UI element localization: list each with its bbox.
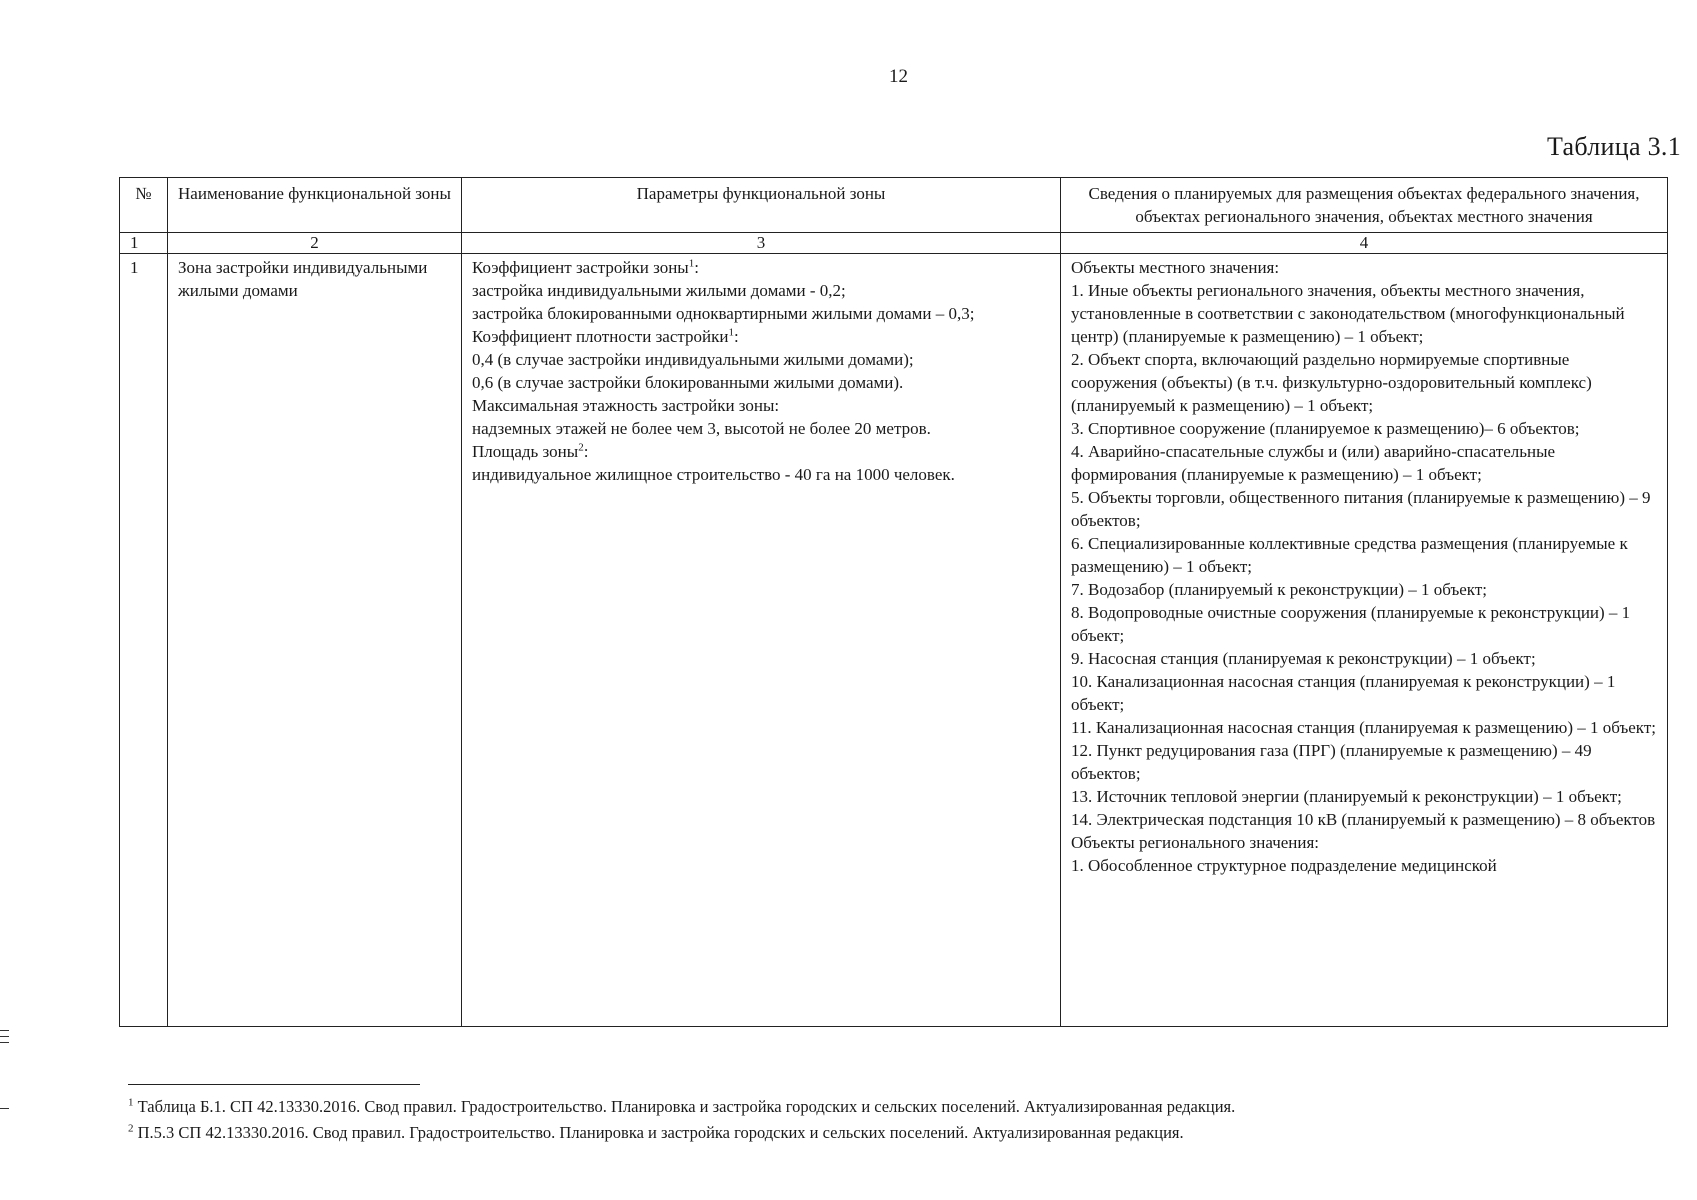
object-list-item: 9. Насосная станция (планируемая к реконструкции) – 1 объект; [1071, 649, 1536, 668]
header-name: Наименование функциональной зоны [168, 178, 462, 233]
header-info: Сведения о планируемых для размещения объектах федерального значения, объектах регионального значения, объектах местного значения [1061, 178, 1668, 233]
zone-name: Зона застройки индивидуальными жилыми домами [168, 254, 462, 1027]
column-number-row [120, 233, 1668, 254]
footnote-ref: 1 [728, 326, 734, 339]
object-list-item: 13. Источник тепловой энергии (планируемый к реконструкции) – 1 объект; [1071, 787, 1622, 806]
header-row [120, 178, 1668, 233]
column-number-3: 3 [462, 233, 1061, 254]
object-list-item: 6. Специализированные коллективные средства размещения (планируемые к размещению) – 1 объект; [1071, 534, 1628, 576]
object-list-item: Объекты местного значения: [1071, 258, 1280, 277]
footnote: $^1$ Таблица Б.1. СП 42.13330.2016. Свод правил. Градостроительство. Планировка и застройка городских и сельских поселений. Актуализированная редакция. [128, 1096, 1236, 1116]
param-line: Коэффициент плотности застройки$^1$: [472, 326, 739, 346]
table-row [120, 254, 1668, 1027]
param-line: 0,6 (в случае застройки блокированными жилыми домами). [472, 373, 904, 392]
footnote: $^2$ П.5.3 СП 42.13330.2016. Свод правил. Градостроительство. Планировка и застройка городских и сельских поселений. Актуализированная редакция. [128, 1122, 1184, 1142]
header-num: № [120, 178, 168, 233]
param-line: застройка блокированными одноквартирными жилыми домами – 0,3; [472, 304, 975, 323]
object-list-item: 11. Канализационная насосная станция (планируемая к размещению) – 1 объект; [1071, 718, 1656, 737]
param-line: 0,4 (в случае застройки индивидуальными жилыми домами); [472, 350, 914, 369]
header-params: Параметры функциональной зоны [462, 178, 1061, 233]
object-list-item: 10. Канализационная насосная станция (планируемая к реконструкции) – 1 объект; [1071, 672, 1616, 714]
object-list-item: 1. Обособленное структурное подразделение медицинской [1071, 856, 1497, 875]
zone-objects [1061, 254, 1668, 1027]
margin-mark [0, 1042, 9, 1043]
param-line: Коэффициент застройки зоны$^1$: [472, 257, 699, 277]
table-caption: Таблица 3.1 [1547, 132, 1681, 161]
footnotes [128, 1094, 1628, 1146]
footnote-separator [128, 1084, 420, 1085]
column-number-2: 2 [168, 233, 462, 254]
object-list-item: 3. Спортивное сооружение (планируемое к размещению)– 6 объектов; [1071, 419, 1580, 438]
row-num: 1 [120, 254, 168, 1027]
object-list-item: 5. Объекты торговли, общественного питания (планируемые к размещению) – 9 объектов; [1071, 488, 1651, 530]
param-line: надземных этажей не более чем 3, высотой не более 20 метров. [472, 419, 931, 438]
object-list-item: 8. Водопроводные очистные сооружения (планируемые к реконструкции) – 1 объект; [1071, 603, 1631, 645]
zones-table [119, 177, 1668, 1027]
column-number-4: 4 [1061, 233, 1668, 254]
zone-params [462, 254, 1061, 1027]
object-list-item: 1. Иные объекты регионального значения, объекты местного значения, установленные в соответствии с законодательством (многофункциональный центр) (планируемые к размещению) – 1 объект; [1071, 281, 1625, 346]
margin-mark [0, 1030, 9, 1031]
param-line: индивидуальное жилищное строительство - 40 га на 1000 человек. [472, 465, 955, 484]
footnote-ref: 1 [688, 257, 695, 270]
object-list-item: 2. Объект спорта, включающий раздельно нормируемые спортивные сооружения (объекты) (в т.ч. физкультурно-оздоровительный комплекс) (планируемый к размещению) – 1 объект; [1071, 350, 1592, 415]
object-list-item: 12. Пункт редуцирования газа (ПРГ) (планируемые к размещению) – 49 объектов; [1071, 741, 1592, 783]
page-number: 12 [889, 66, 908, 87]
column-number-1: 1 [120, 233, 168, 254]
margin-mark [0, 1036, 9, 1037]
param-line: Площадь зоны$^2$: [472, 441, 589, 461]
param-line: Максимальная этажность застройки зоны: [472, 396, 780, 415]
object-list-item: 7. Водозабор (планируемый к реконструкции) – 1 объект; [1071, 580, 1487, 599]
object-list-item: Объекты регионального значения: [1071, 833, 1320, 852]
footnote-ref: 2 [578, 441, 584, 454]
object-list-item: 4. Аварийно-спасательные службы и (или) аварийно-спасательные формирования (планируемые к размещению) – 1 объект; [1071, 442, 1556, 484]
margin-mark [0, 1108, 9, 1109]
object-list-item: 14. Электрическая подстанция 10 кВ (планируемый к размещению) – 8 объектов [1071, 810, 1656, 829]
param-line: застройка индивидуальными жилыми домами - 0,2; [472, 281, 846, 300]
